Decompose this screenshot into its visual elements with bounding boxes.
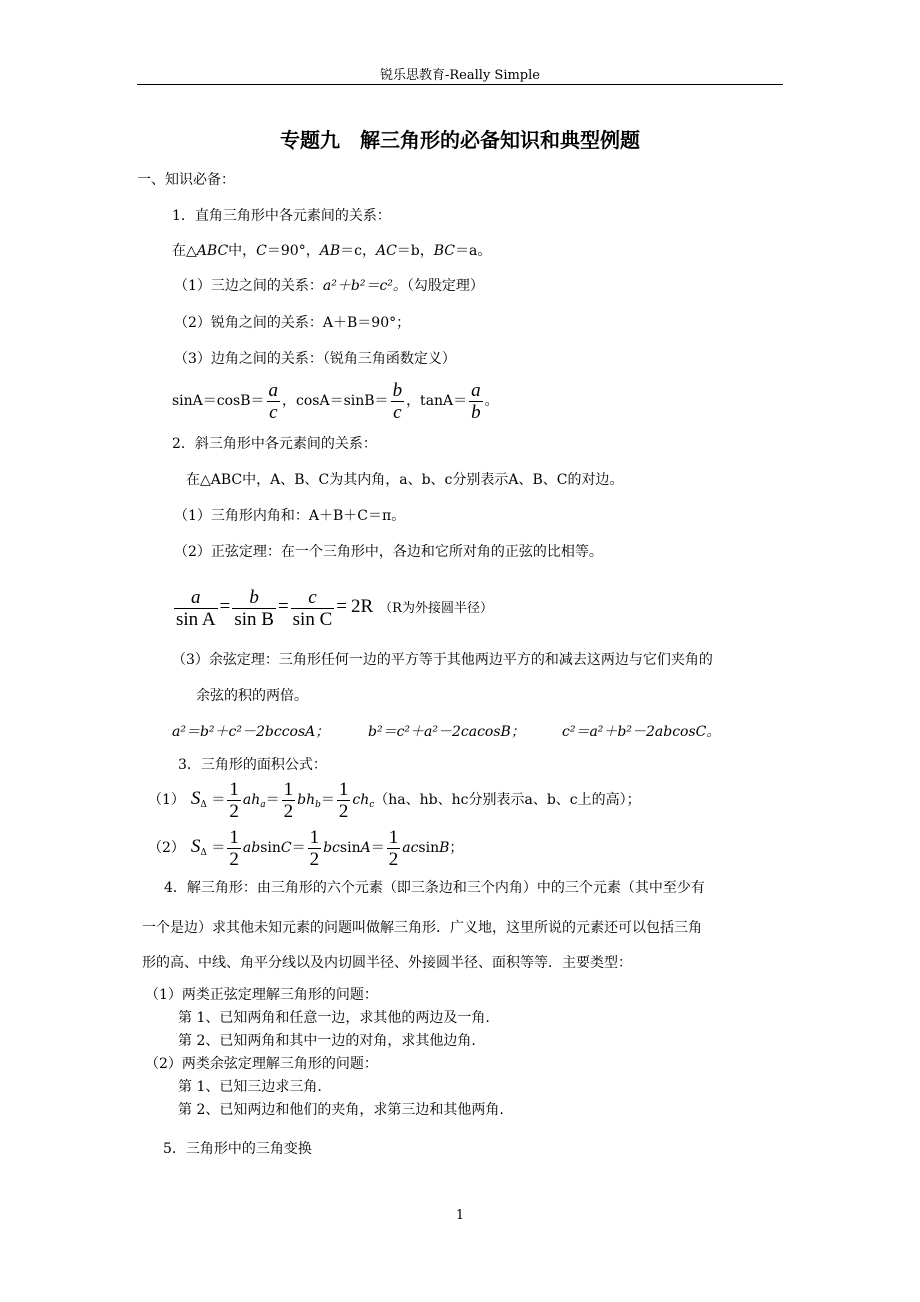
equals: = xyxy=(277,596,289,617)
fraction-b-over-sinB xyxy=(232,587,276,630)
fraction-half xyxy=(227,779,241,822)
item1-p2: （2）锐角之间的关系：A＋B＝90°； xyxy=(174,315,411,331)
note: （R为外接圆半径） xyxy=(379,601,493,616)
item2-p3-line1: （3）余弦定理：三角形任何一边的平方等于其他两边平方的和减去这两边与它们夹角的 xyxy=(172,652,713,668)
cosine-law-2: b²＝c²＋a²－2cacosB； xyxy=(368,724,525,740)
header-rule xyxy=(137,84,783,85)
area-formula-1: （1） $S_\Delta$ ＝ $\frac{1}{2}$ $ah_a=$ $\frac{1}{2}$ $bh_b=$ $\frac{1}{2}$ $ch_c(ha$、hb、hc分别表示a、b、c上的高）； xyxy=(148,778,641,822)
item1-heading: 1．直角三角形中各元素间的关系： xyxy=(172,208,391,224)
numerator: 1 xyxy=(309,826,320,848)
equals: = xyxy=(219,596,231,617)
denominator: sin C xyxy=(292,608,333,630)
numerator: a xyxy=(471,379,481,401)
fraction-c-over-sinC xyxy=(291,587,335,630)
area-symbol: S xyxy=(190,788,201,809)
item2-p3-line2: 余弦的积的两倍。 xyxy=(196,688,308,704)
item2-p1: （1）三角形内角和：A＋B＋C＝π。 xyxy=(174,508,406,524)
denominator: 2 xyxy=(229,800,239,822)
item4-type2-b: 第 2、已知两边和他们的夹角，求第三边和其他两角. xyxy=(178,1102,504,1118)
denominator: c xyxy=(393,401,402,423)
text: ＝a。 xyxy=(455,243,492,259)
cosine-law-3: c²＝a²＋b²－2abcosC。 xyxy=(562,724,721,740)
label: （2） xyxy=(148,840,185,856)
text: ＝c， xyxy=(340,243,376,259)
numerator: 1 xyxy=(338,778,349,800)
denominator: 2 xyxy=(283,800,294,822)
page-number: 1 xyxy=(455,1208,465,1223)
numerator: a xyxy=(174,587,218,609)
text: 中， xyxy=(228,243,257,259)
fraction-a-over-c xyxy=(267,380,281,423)
delta-subscript: Δ xyxy=(200,800,207,810)
label: （1） xyxy=(148,792,185,808)
text: ＝90°， xyxy=(266,243,320,259)
end-mark: 。 xyxy=(484,393,499,409)
denominator: 2 xyxy=(338,800,349,822)
item3-heading: 3．三角形的面积公式： xyxy=(178,757,327,773)
fraction-b-over-c xyxy=(391,380,405,423)
fraction-a-over-b xyxy=(469,380,483,423)
section-heading: 一、知识必备： xyxy=(137,172,235,188)
numerator: a xyxy=(268,379,279,401)
sine-law xyxy=(172,582,493,634)
text: C xyxy=(256,243,267,259)
area-symbol: S xyxy=(190,836,201,857)
item1-p1 xyxy=(174,276,484,296)
item2-heading: 2．斜三角形中各元素间的关系： xyxy=(172,436,377,452)
item1-intro xyxy=(172,241,491,261)
cos-label: ，cosA＝sinB＝ xyxy=(282,393,389,409)
page-header: 锐乐思教育-Really Simple xyxy=(380,68,540,83)
text: （1）三边之间的关系： xyxy=(174,278,323,294)
text: AB xyxy=(319,243,341,259)
item4-para-line2: 一个是边）求其他未知元素的问题叫做解三角形．广义地，这里所说的元素还可以包括三角 xyxy=(142,920,702,936)
denominator: c xyxy=(269,401,278,423)
item1-p3: （3）边角之间的关系：（锐角三角函数定义） xyxy=(174,351,456,367)
formula: a²＋b²＝c²。 xyxy=(322,278,407,294)
numerator: b xyxy=(232,587,276,609)
item4-para-line1: 4．解三角形：由三角形的六个元素（即三条边和三个内角）中的三个元素（其中至少有 xyxy=(164,880,705,896)
fraction-half xyxy=(282,779,296,822)
numerator: 1 xyxy=(283,778,294,800)
item4-type1-b: 第 2、已知两角和其中一边的对角，求其他边角. xyxy=(178,1033,476,1049)
delta-subscript: Δ xyxy=(200,848,207,858)
item4-type2-a: 第 1、已知三边求三角. xyxy=(178,1079,322,1095)
numerator: 1 xyxy=(388,826,399,848)
rhs-2R: 2R xyxy=(350,596,374,617)
fraction-half xyxy=(308,827,322,870)
fraction-half xyxy=(227,827,241,870)
item4-type2: （2）两类余弦定理解三角形的问题： xyxy=(145,1056,378,1072)
cosine-law-1: a²＝b²＋c²－2bccosA； xyxy=(172,724,330,740)
numerator: 1 xyxy=(229,826,239,848)
text: ＝b， xyxy=(396,243,434,259)
fraction-half xyxy=(337,779,351,822)
item4-para-line3: 形的高、中线、角平分线以及内切圆半径、外接圆半径、面积等等．主要类型： xyxy=(142,955,632,971)
document-title: 专题九 解三角形的必备知识和典型例题 xyxy=(280,128,640,152)
item2-p2: （2）正弦定理：在一个三角形中，各边和它所对角的正弦的比相等。 xyxy=(174,544,603,560)
numerator: c xyxy=(291,587,335,609)
trig-definitions xyxy=(172,378,499,424)
denominator: 2 xyxy=(229,848,239,870)
numerator: b xyxy=(392,379,403,401)
area-formula-2: （2） $S_\Delta$ ＝ $\frac{1}{2}$ absinC＝ $\frac{1}{2}$ bcsinA＝ $\frac{1}{2}$ acsinB； xyxy=(148,826,464,870)
text: BC xyxy=(433,243,456,259)
denominator: 2 xyxy=(388,848,399,870)
denominator: b xyxy=(471,401,481,423)
numerator: 1 xyxy=(229,778,239,800)
tan-label: ，tanA＝ xyxy=(406,393,468,409)
item5-heading: 5．三角形中的三角变换 xyxy=(163,1141,312,1157)
fraction-a-over-sinA xyxy=(174,587,218,630)
height-note: （ha、hb、hc分别表示a、b、c上的高）； xyxy=(374,792,641,808)
denominator: sin B xyxy=(234,608,274,630)
item4-type1: （1）两类正弦定理解三角形的问题： xyxy=(145,987,378,1003)
text: （勾股定理） xyxy=(406,278,484,294)
denominator: 2 xyxy=(309,848,320,870)
text: 在△ xyxy=(172,243,197,259)
text: ABC xyxy=(196,243,229,259)
sin-label: sinA＝cosB＝ xyxy=(172,393,265,409)
text: AC xyxy=(375,243,397,259)
item4-type1-a: 第 1、已知两角和任意一边，求其他的两边及一角. xyxy=(178,1010,490,1026)
item2-intro: 在△ABC中，A、B、C为其内角，a、b、c分别表示A、B、C的对边。 xyxy=(186,472,624,488)
fraction-half xyxy=(387,827,401,870)
equals: = xyxy=(336,596,347,617)
denominator: sin A xyxy=(176,608,216,630)
